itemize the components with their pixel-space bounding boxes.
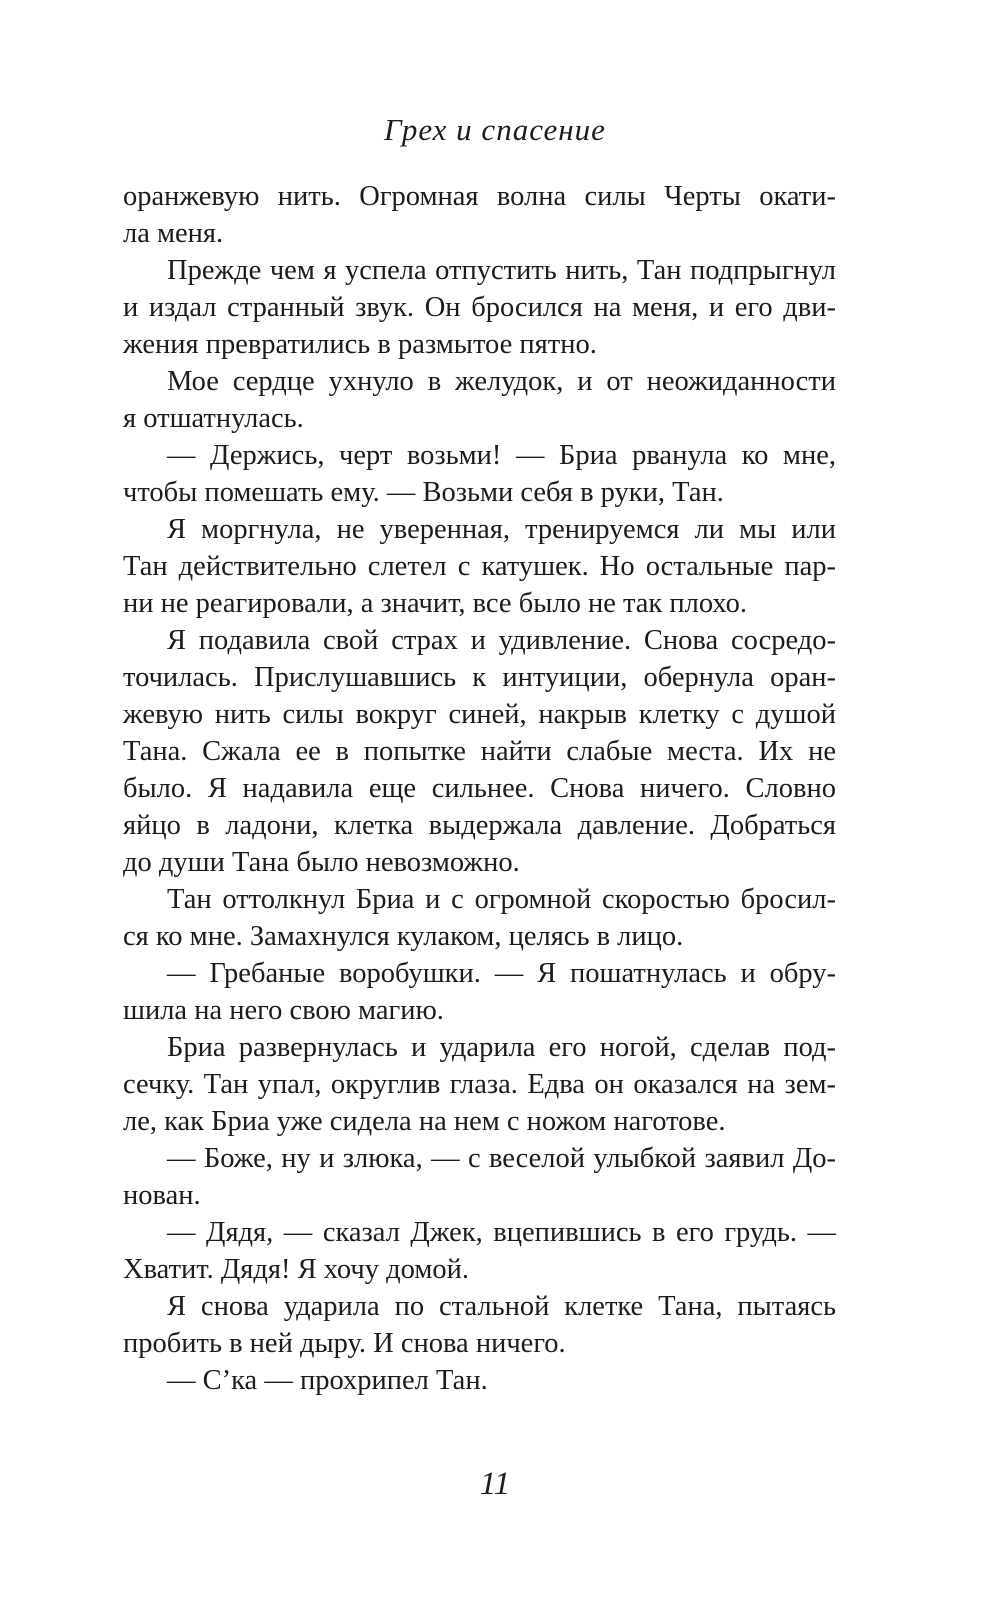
text-line: Я подавила свой страх и удивление. Снова сосредо- xyxy=(167,625,836,656)
text-line: Тана. Сжала ее в попытке найти слабые места. Их не xyxy=(123,736,836,767)
text-line: жения превратились в размытое пятно. xyxy=(123,329,597,360)
text-line: точилась. Прислушавшись к интуиции, обернула оран- xyxy=(123,662,836,693)
text-line: Тан действительно слетел с катушек. Но остальные пар- xyxy=(123,551,836,582)
text-line: — Боже, ну и злюка, — с веселой улыбкой заявил До- xyxy=(167,1143,836,1174)
page-number: 11 xyxy=(479,1466,511,1502)
text-line: Я моргнула, не уверенная, тренируемся ли мы или xyxy=(167,514,836,545)
text-line: жевую нить силы вокруг синей, накрыв клетку с душой xyxy=(123,699,836,730)
text-line: ла меня. xyxy=(123,218,224,249)
text-line: Я снова ударила по стальной клетке Тана, пытаясь xyxy=(167,1291,836,1322)
text-line: чтобы помешать ему. — Возьми себя в руки, Тан. xyxy=(123,477,724,508)
body-text xyxy=(123,178,836,1399)
text-line: ся ко мне. Замахнулся кулаком, целясь в лицо. xyxy=(123,921,684,952)
text-line: — Гребаные воробушки. — Я пошатнулась и обру- xyxy=(167,958,836,989)
text-line: Тан оттолкнул Бриа и с огромной скоростью бросил- xyxy=(167,884,836,915)
text-line: оранжевую нить. Огромная волна силы Черты окати- xyxy=(123,181,836,212)
text-line: ле, как Бриа уже сидела на нем с ножом наготове. xyxy=(123,1106,726,1137)
text-line: сечку. Тан упал, округлив глаза. Едва он оказался на зем- xyxy=(123,1069,836,1100)
text-line: и издал странный звук. Он бросился на меня, и его дви- xyxy=(123,292,836,323)
text-line: — С’ка — прохрипел Тан. xyxy=(167,1365,488,1396)
text-line: ни не реагировали, а значит, все было не так плохо. xyxy=(123,588,747,619)
text-line: Бриа развернулась и ударила его ногой, сделав под- xyxy=(167,1032,836,1063)
text-line: Хватит. Дядя! Я хочу домой. xyxy=(123,1254,470,1285)
text-line: было. Я надавила еще сильнее. Снова ничего. Словно xyxy=(123,773,836,804)
text-line: — Держись, черт возьми! — Бриа рванула ко мне, xyxy=(167,440,836,471)
text-line: яйцо в ладони, клетка выдержала давление. Добраться xyxy=(123,810,836,841)
text-line: пробить в ней дыру. И снова ничего. xyxy=(123,1328,566,1359)
text-line: Прежде чем я успела отпустить нить, Тан подпрыгнул xyxy=(167,255,836,286)
text-line: Мое сердце ухнуло в желудок, и от неожиданности xyxy=(167,366,836,397)
text-line: я отшатнулась. xyxy=(123,403,304,434)
text-line: нован. xyxy=(123,1180,201,1211)
text-line: — Дядя, — сказал Джек, вцепившись в его грудь. — xyxy=(167,1217,836,1248)
text-line: до души Тана было невозможно. xyxy=(123,847,520,878)
text-line: шила на него свою магию. xyxy=(123,995,444,1026)
running-head: Грех и спасение xyxy=(384,112,606,147)
